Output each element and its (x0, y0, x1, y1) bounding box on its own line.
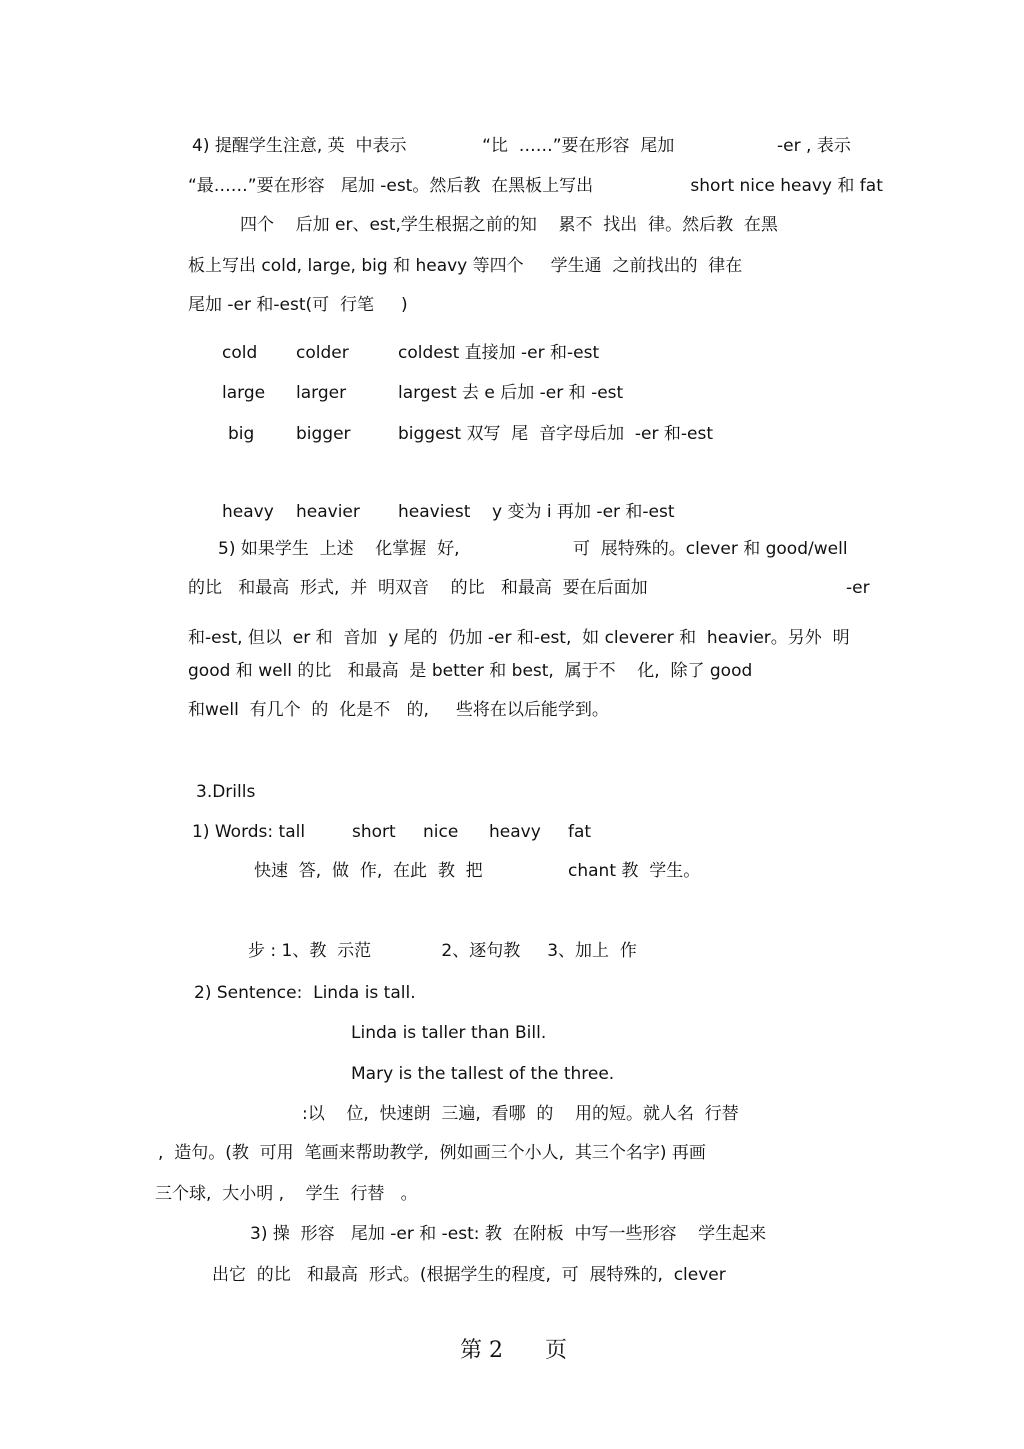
word-heavy-drill: heavy (489, 822, 541, 842)
text-line-12: 和-est, 但以 er 和 音加 y 尾的 仍加 -er 和-est, 如 cleverer 和 heavier。另外 明 (188, 628, 850, 648)
text-line-13: good 和 well 的比 和最高 是 better 和 best, 属于不 化, 除了 good (188, 661, 753, 681)
sentence-label: 2) Sentence: Linda is tall. (194, 983, 416, 1003)
word-colder: colder (296, 343, 349, 363)
text-line-4: 板上写出 cold, large, big 和 heavy 等四个 学生通 之前找出的 律在 (188, 256, 743, 276)
word-cold: cold (222, 343, 258, 363)
words-label-tall: 1) Words: tall (192, 822, 306, 842)
word-heavier: heavier (296, 502, 360, 522)
word-large: large (222, 383, 266, 403)
text-line-11: 的比 和最高 形式, 并 明双音 的比 和最高 要在后面加 (188, 578, 648, 598)
text-line-17: 快速 答, 做 作, 在此 教 把 (254, 861, 483, 881)
word-heavy: heavy (222, 502, 274, 522)
word-big: big (228, 424, 255, 444)
text-line-2: “最……”要在形容 尾加 -est。然后教 在黑板上写出 short nice heavy 和 fat (188, 176, 883, 196)
word-nice: nice (423, 822, 459, 842)
word-largest-rule: largest 去 e 后加 -er 和 -est (398, 383, 624, 403)
sentence-tallest: Mary is the tallest of the three. (351, 1064, 615, 1084)
text-line-steps: 步 : 1、教 示范 2、逐句教 3、加上 作 (248, 941, 637, 961)
text-line-11-suffix: -er (846, 578, 870, 598)
word-larger: larger (296, 383, 347, 403)
section-heading-drills: 3.Drills (196, 782, 256, 802)
sentence-taller: Linda is taller than Bill. (351, 1023, 547, 1043)
word-short: short (352, 822, 396, 842)
text-line-1: 4) 提醒学生注意, 英 中表示 “比 ……”要在形容 尾加 -er , 表示 (192, 136, 851, 156)
text-line-10: 5) 如果学生 上述 化掌握 好, 可 展特殊的。clever 和 good/well (218, 539, 848, 559)
word-fat: fat (568, 822, 592, 842)
text-line-22: :以 位, 快速朗 三遍, 看哪 的 用的短。就人名 行替 (302, 1104, 739, 1124)
word-heaviest-rule: heaviest y 变为 i 再加 -er 和-est (398, 502, 675, 522)
text-line-25: 3) 操 形容 尾加 -er 和 -est: 教 在附板 中写一些形容 学生起来 (250, 1224, 767, 1244)
text-line-5: 尾加 -er 和-est(可 行笔 ) (188, 295, 408, 315)
word-coldest-rule: coldest 直接加 -er 和-est (398, 343, 600, 363)
text-line-3: 四个 后加 er、est,学生根据之前的知 累不 找出 律。然后教 在黑 (240, 215, 778, 235)
word-bigger: bigger (296, 424, 351, 444)
word-biggest-rule: biggest 双写 尾 音字母后加 -er 和-est (398, 424, 714, 444)
text-line-26: 出它 的比 和最高 形式。(根据学生的程度, 可 展特殊的, clever (212, 1265, 726, 1285)
page-number: 第 2 页 (460, 1338, 567, 1363)
text-line-23: , 造句。(教 可用 笔画来帮助教学, 例如画三个小人, 其三个名字) 再画 (158, 1143, 706, 1163)
text-line-24: 三个球, 大小明 , 学生 行替 。 (155, 1184, 418, 1204)
text-line-17-chant: chant 教 学生。 (568, 861, 701, 881)
text-line-14: 和well 有几个 的 化是不 的, 些将在以后能学到。 (188, 700, 609, 720)
